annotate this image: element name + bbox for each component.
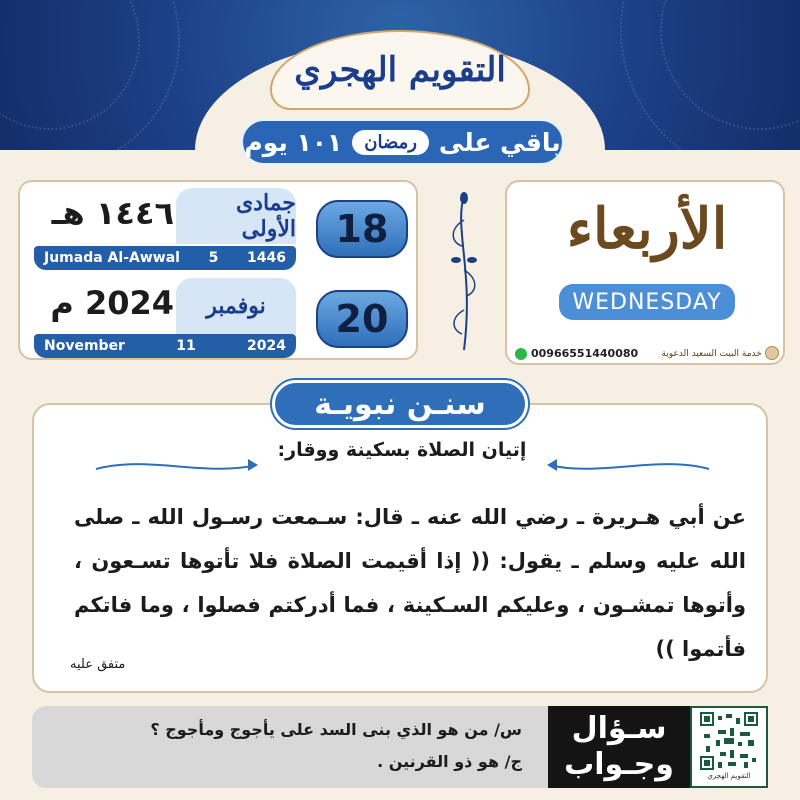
- whatsapp-contact[interactable]: [515, 347, 638, 360]
- section-title: سنـن نبويـة: [272, 380, 528, 428]
- weekday-arabic: الأربعاء: [566, 196, 728, 262]
- qa-label: [548, 706, 690, 788]
- qr-code-block[interactable]: [690, 706, 768, 788]
- gregorian-year-num: 2024: [247, 338, 286, 354]
- qa-answer: ج/ هو ذو القرنين .: [377, 752, 522, 771]
- gregorian-month-name: نوفمبر: [176, 278, 296, 334]
- whatsapp-icon: [515, 348, 527, 360]
- gregorian-month-en: November: [44, 338, 125, 354]
- gregorian-info-strip: [34, 334, 296, 358]
- qa-panel: [32, 706, 552, 788]
- contact-line: [515, 344, 779, 362]
- service-name: خدمة البيت السعيد الدعوية: [661, 349, 762, 359]
- hadith-subtitle: إتيان الصلاة بسكينة ووقار:: [277, 439, 527, 461]
- hijri-info-strip: [34, 246, 296, 270]
- hadith-source: متفق عليه: [70, 657, 126, 672]
- hijri-year-label: ١٤٤٦ هـ: [51, 194, 174, 232]
- hijri-month-num: 5: [208, 250, 219, 266]
- gregorian-year-label: 2024 م: [50, 284, 174, 322]
- hijri-day-number: 18: [316, 200, 408, 258]
- weekday-card: [505, 180, 785, 365]
- floral-divider-icon: [432, 190, 496, 355]
- countdown-days: ١٠١ يوم: [244, 127, 343, 157]
- phone-number: 00966551440080: [531, 346, 639, 360]
- countdown-prefix: باقي على: [438, 127, 561, 157]
- hijri-month-name: جمادى الأولى: [176, 188, 296, 244]
- weekday-english: WEDNESDAY: [559, 284, 735, 320]
- qa-label-line2: وجـواب: [564, 747, 674, 782]
- ramadan-label: رمضان: [352, 130, 429, 155]
- gregorian-day-number: 20: [316, 290, 408, 348]
- qa-label-line1: سـؤال: [571, 711, 667, 746]
- hadith-card: [32, 403, 768, 693]
- date-card: [18, 180, 418, 360]
- qr-caption: التقويم الهجري: [707, 772, 751, 780]
- logo-icon: [765, 346, 779, 360]
- qa-question: س/ من هو الذي بنى السد على يأجوج ومأجوج ؟: [150, 720, 522, 739]
- page-title: التقويم الهجري: [294, 50, 506, 90]
- hijri-month-en: Jumada Al-Awwal: [44, 250, 180, 266]
- hijri-year-num: 1446: [247, 250, 286, 266]
- qr-code-icon: [700, 712, 758, 770]
- hadith-text: عن أبي هـريرة ـ رضي الله عنه ـ قال: سـمعت رسـول الله ـ صلى الله عليه وسلم ـ يقول: (( إذا أقيمت الصلاة فلا تأتوها تسـعون ، وأتوها تمشـون ، وعليكم السـكينة ، فما أدركتم فصلوا ، وما فاتكم فأتموا )): [74, 505, 746, 661]
- ramadan-countdown: [240, 118, 565, 166]
- gregorian-month-num: 11: [176, 338, 196, 354]
- flourish-right-icon: [544, 451, 709, 479]
